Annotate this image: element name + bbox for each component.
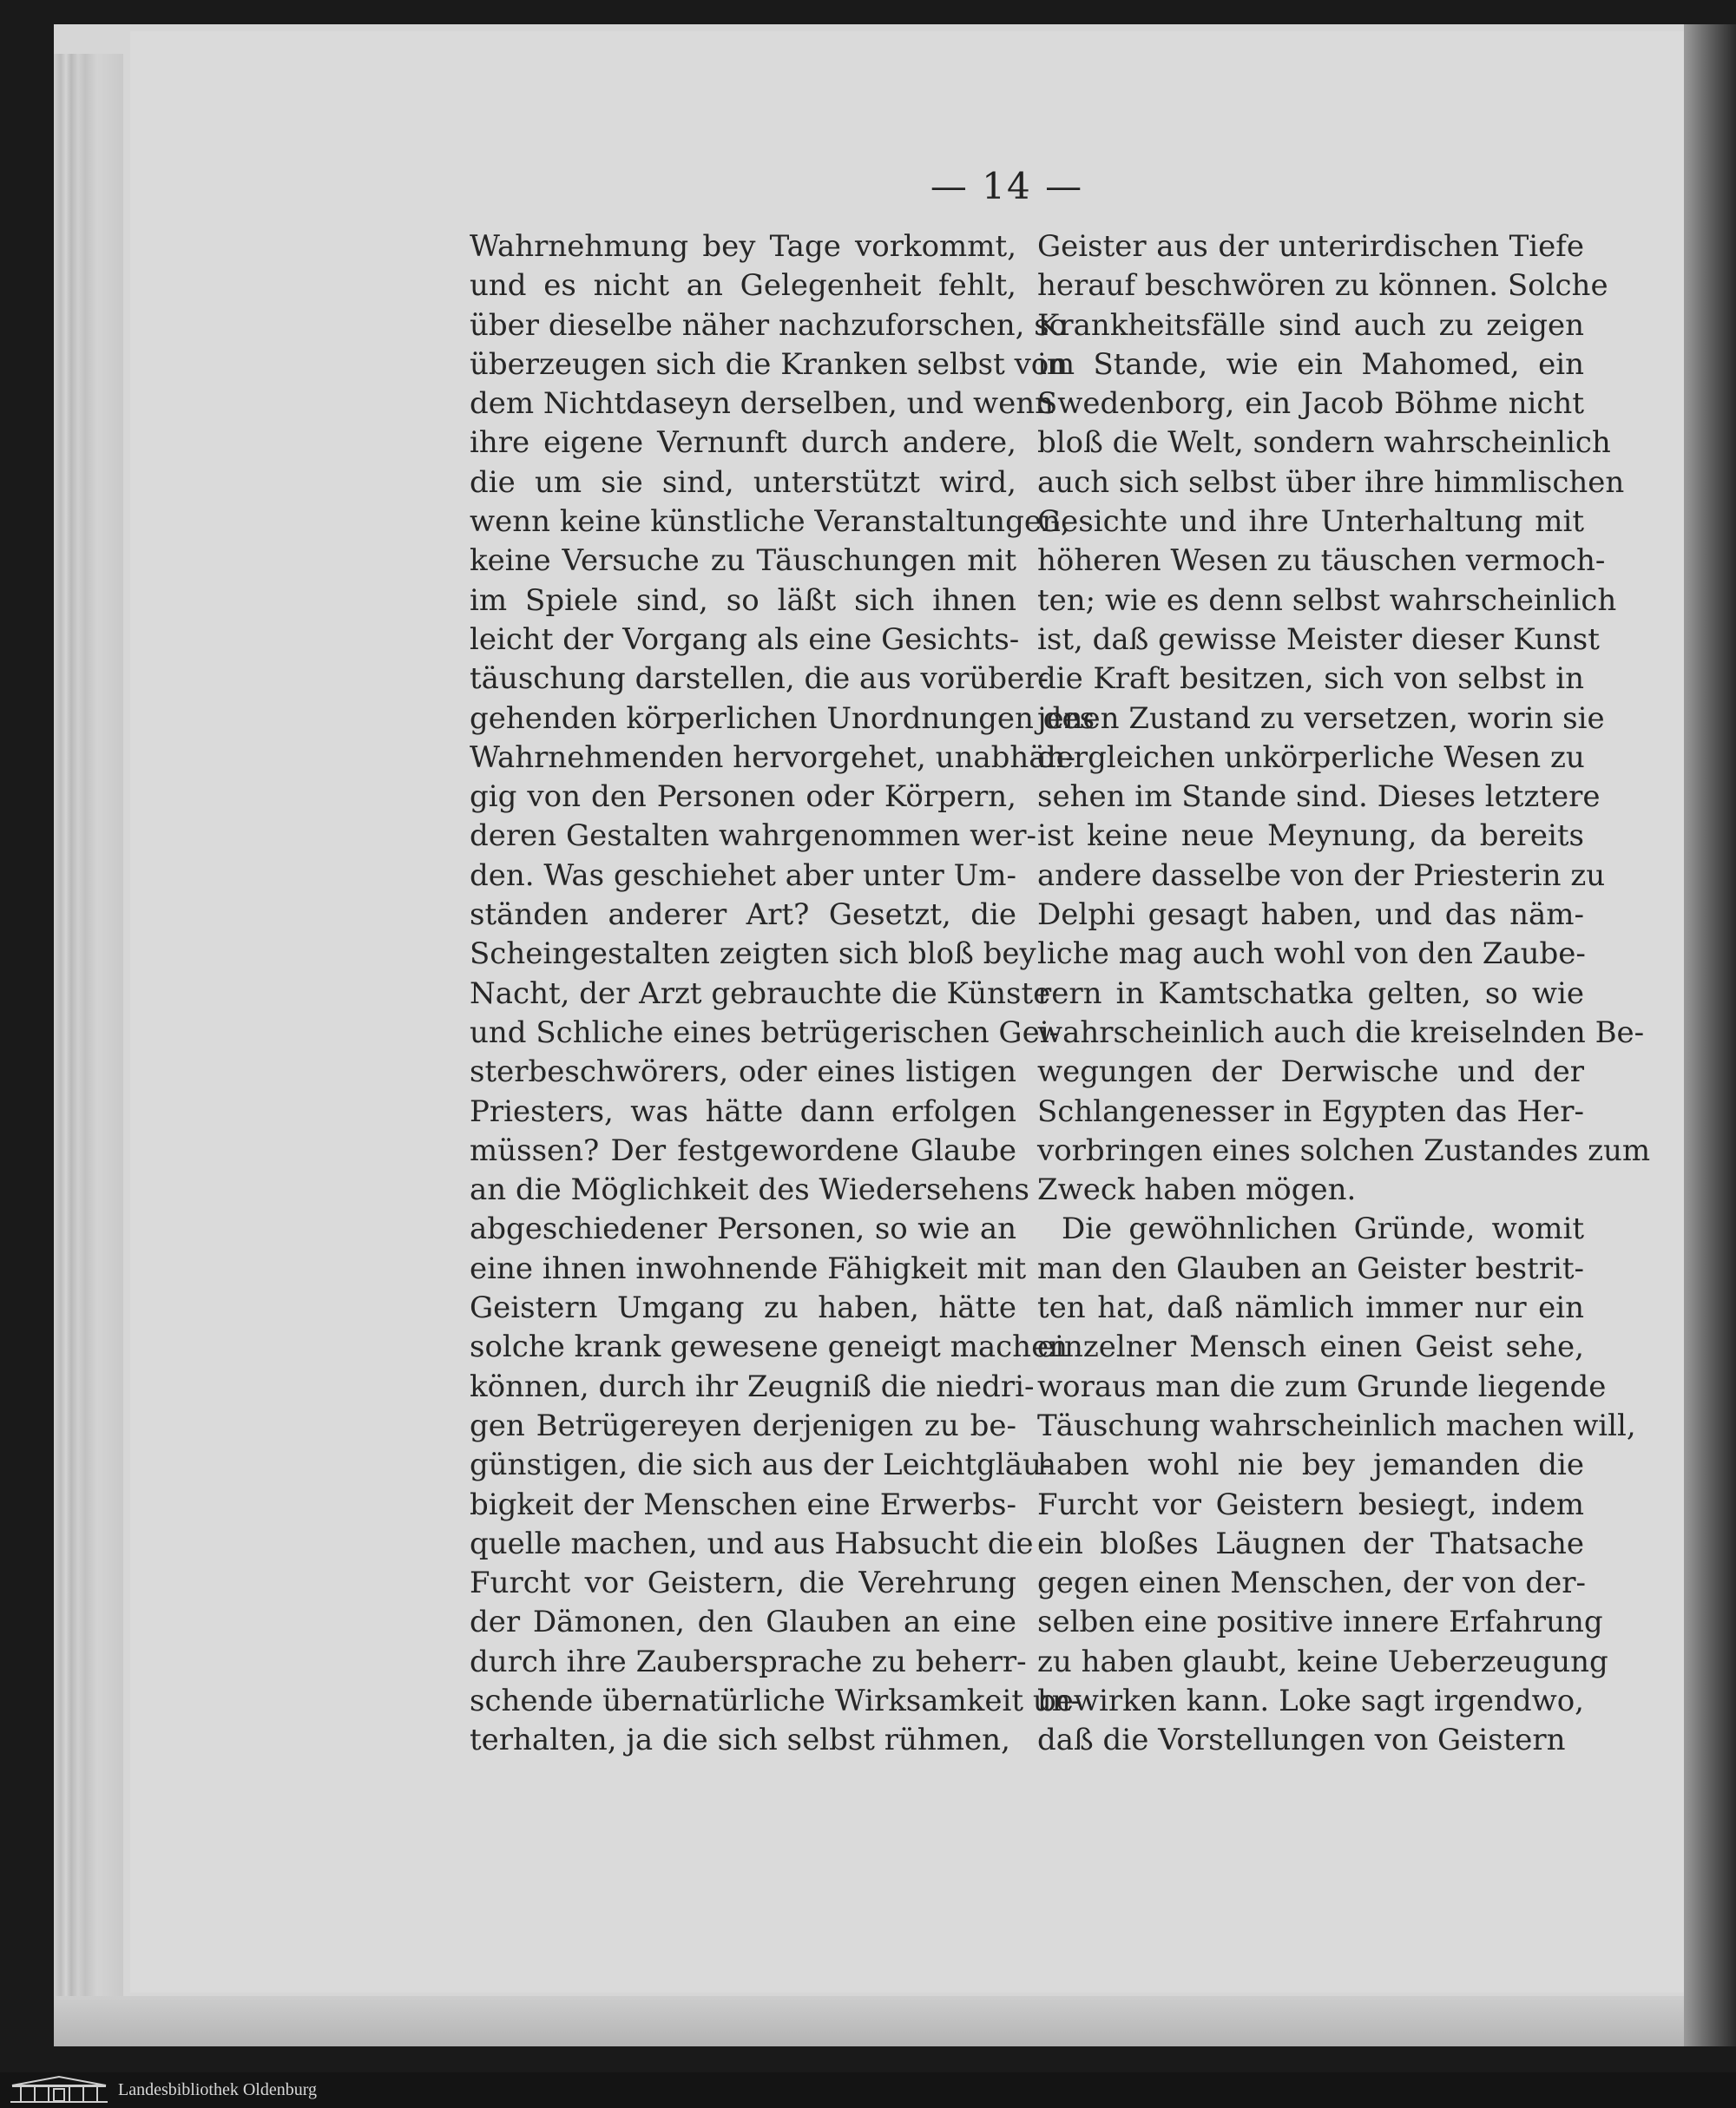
text-line: Die gewöhnlichen Gründe, womit [1062, 1212, 1584, 1247]
text-line: günstigen, die sich aus der Leichtgläu- [470, 1448, 1052, 1483]
text-line: bewirken kann. Loke sagt irgendwo, [1037, 1683, 1584, 1718]
text-line: Swedenborg, ein Jacob Böhme nicht [1037, 386, 1584, 422]
text-line: ein bloßes Läugnen der Thatsache [1037, 1526, 1584, 1561]
text-line: wenn keine künstliche Veranstaltungen, [470, 504, 1070, 540]
text-line: Scheingestalten zeigten sich bloß bey [470, 936, 1036, 972]
text-line: bigkeit der Menschen eine Erwerbs- [470, 1487, 1016, 1522]
text-line: Furcht vor Geistern, die Verehrung [470, 1566, 1016, 1601]
text-line: Priesters, was hätte dann erfolgen [470, 1093, 1016, 1129]
library-building-icon [7, 2075, 111, 2105]
text-column-right [1037, 227, 1651, 1758]
text-line: Zweck haben mögen. [1037, 1172, 1357, 1208]
text-line: liche mag auch wohl von den Zaube- [1037, 936, 1586, 972]
text-line: Krankheitsfälle sind auch zu zeigen [1037, 307, 1584, 343]
text-line: Wahrnehmenden hervorgehet, unabhän- [470, 739, 1075, 775]
text-line: Täuschung wahrscheinlich machen will, [1037, 1408, 1636, 1443]
text-line: eine ihnen inwohnende Fähigkeit mit [470, 1251, 1027, 1286]
text-line: über dieselbe näher nachzuforschen, so [470, 307, 1068, 343]
page-bottom-edge [54, 1996, 1712, 2046]
text-line: und Schliche eines betrügerischen Gei- [470, 1015, 1060, 1050]
text-line: im Spiele sind, so läßt sich ihnen [470, 582, 1016, 618]
text-line: im Stande, wie ein Mahomed, ein [1037, 346, 1584, 382]
text-line: gig von den Personen oder Körpern, [470, 779, 1016, 815]
text-line: ihre eigene Vernunft durch andere, [470, 425, 1016, 461]
text-line: selben eine positive innere Erfahrung [1037, 1605, 1603, 1640]
text-line: Gesichte und ihre Unterhaltung mit [1037, 504, 1584, 540]
text-line: Furcht vor Geistern besiegt, indem [1037, 1487, 1584, 1522]
text-line: woraus man die zum Grunde liegende [1037, 1369, 1607, 1404]
text-line: die um sie sind, unterstützt wird, [470, 464, 1016, 500]
text-line: täuschung darstellen, die aus vorüber- [470, 661, 1049, 697]
text-line: der Dämonen, den Glauben an eine [470, 1605, 1016, 1640]
book-spine [1684, 24, 1736, 2046]
text-line: man den Glauben an Geister bestrit- [1037, 1251, 1584, 1286]
text-line: dem Nichtdaseyn derselben, und wenn [470, 386, 1055, 422]
text-line: zu haben glaubt, keine Ueberzeugung [1037, 1644, 1608, 1679]
text-line: abgeschiedener Personen, so wie an [470, 1212, 1016, 1247]
text-line: wegungen der Derwische und der [1037, 1054, 1584, 1090]
page-edge-stack [54, 54, 123, 2046]
text-line: Geister aus der unterirdischen Tiefe [1037, 229, 1584, 264]
text-line: schende übernatürliche Wirksamkeit un- [470, 1683, 1082, 1718]
text-line: haben wohl nie bey jemanden die [1037, 1448, 1584, 1483]
text-line: quelle machen, und aus Habsucht die [470, 1526, 1034, 1561]
text-line: deren Gestalten wahrgenommen wer- [470, 818, 1037, 854]
text-line: die Kraft besitzen, sich von selbst in [1037, 661, 1584, 697]
text-line: wahrscheinlich auch die kreiselnden Be- [1037, 1015, 1645, 1050]
text-line: durch ihre Zaubersprache zu beherr- [470, 1644, 1027, 1679]
text-line: Schlangenesser in Egypten das Her- [1037, 1093, 1584, 1129]
text-line: dergleichen unkörperliche Wesen zu [1037, 739, 1585, 775]
text-line: höheren Wesen zu täuschen vermoch- [1037, 543, 1606, 579]
text-line: gegen einen Menschen, der von der- [1037, 1566, 1587, 1601]
library-name: Landesbibliothek Oldenburg [118, 2080, 318, 2099]
text-line: ist keine neue Meynung, da bereits [1037, 818, 1584, 854]
text-line: den. Was geschiehet aber unter Um- [470, 857, 1016, 893]
text-line: Geistern Umgang zu haben, hätte [470, 1290, 1016, 1326]
text-line: sterbeschwörers, oder eines listigen [470, 1054, 1016, 1090]
text-line: daß die Vorstellungen von Geistern [1037, 1723, 1566, 1758]
text-line: und es nicht an Gelegenheit fehlt, [470, 268, 1016, 304]
text-line: können, durch ihr Zeugniß die niedri- [470, 1369, 1035, 1404]
text-line: ten; wie es denn selbst wahrscheinlich [1037, 582, 1617, 618]
text-line: gen Betrügereyen derjenigen zu be- [470, 1408, 1016, 1443]
text-column-left [470, 227, 1095, 1758]
text-line: solche krank gewesene geneigt machen [470, 1330, 1069, 1365]
text-line: andere dasselbe von der Priesterin zu [1037, 857, 1606, 893]
text-line: ist, daß gewisse Meister dieser Kunst [1037, 621, 1600, 657]
text-line: überzeugen sich die Kranken selbst von [470, 346, 1069, 382]
page-number: — 14 — [930, 165, 1084, 207]
text-line: jenen Zustand zu versetzen, worin sie [1037, 700, 1605, 736]
text-line: einzelner Mensch einen Geist sehe, [1037, 1330, 1584, 1365]
text-line: bloß die Welt, sondern wahrscheinlich [1037, 425, 1611, 461]
text-line: gehenden körperlichen Unordnungen des [470, 700, 1095, 736]
text-line: keine Versuche zu Täuschungen mit [470, 543, 1016, 579]
text-line: ständen anderer Art? Gesetzt, die [470, 897, 1016, 933]
text-line: an die Möglichkeit des Wiedersehens [470, 1172, 1029, 1208]
text-line: sehen im Stande sind. Dieses letztere [1037, 779, 1601, 815]
text-line: vorbringen eines solchen Zustandes zum [1037, 1133, 1651, 1168]
text-line: müssen? Der festgewordene Glaube [470, 1133, 1016, 1168]
text-line: terhalten, ja die sich selbst rühmen, [470, 1723, 1010, 1758]
text-line: Nacht, der Arzt gebrauchte die Künste [470, 975, 1051, 1011]
text-line: ten hat, daß nämlich immer nur ein [1037, 1290, 1584, 1326]
text-line: herauf beschwören zu können. Solche [1037, 268, 1608, 304]
text-line: Wahrnehmung bey Tage vorkommt, [470, 229, 1016, 264]
text-line: Delphi gesagt haben, und das näm- [1037, 897, 1584, 933]
text-line: auch sich selbst über ihre himmlischen [1037, 464, 1625, 500]
text-line: rern in Kamtschatka gelten, so wie [1037, 975, 1584, 1011]
text-line: leicht der Vorgang als eine Gesichts- [470, 621, 1020, 657]
